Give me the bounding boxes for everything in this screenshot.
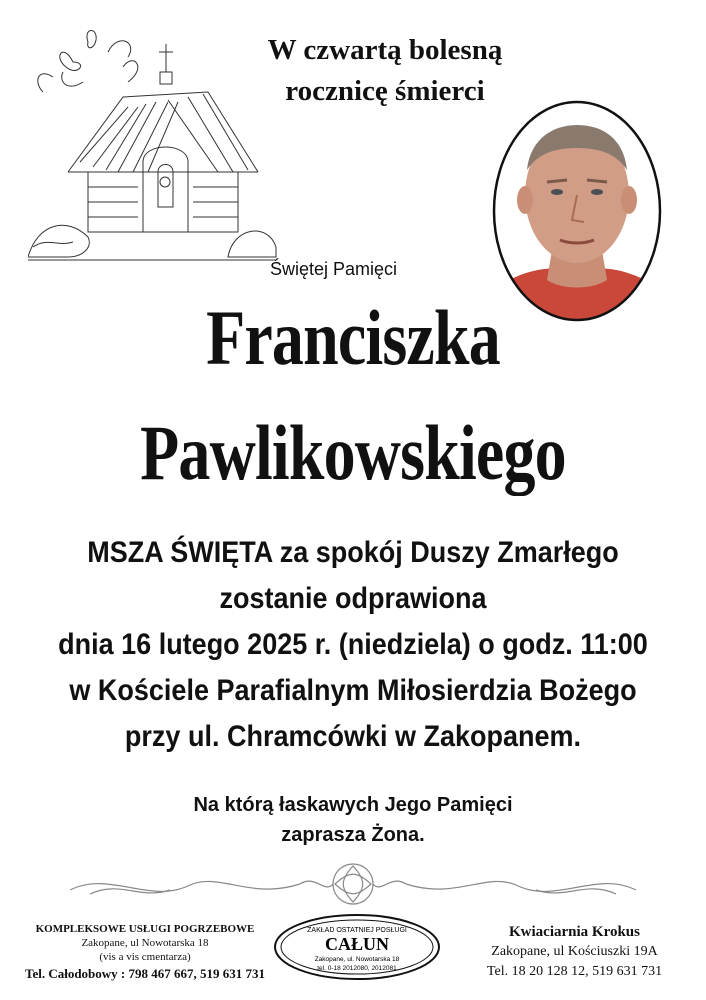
deceased-first-name: Franciszka: [206, 294, 500, 381]
deceased-last-name: Pawlikowskiego: [140, 409, 566, 496]
mass-line-2: zostanie odprawiona: [219, 582, 487, 615]
ornament-divider: [70, 860, 636, 908]
florist-phone: Tel. 18 20 128 12, 519 631 731: [486, 964, 663, 979]
deceased-portrait: [492, 100, 662, 322]
mass-announcement: [35, 530, 670, 760]
in-memory-label: Świętej Pamięci: [270, 259, 398, 279]
services-phone: Tel. Całodobowy : 798 467 667, 519 631 731: [24, 966, 266, 981]
calun-logo: [272, 912, 442, 982]
mass-line-5: przy ul. Chramcówki w Zakopanem.: [124, 720, 582, 753]
mass-line-4: w Kościele Parafialnym Miłosierdzia Bożego: [69, 674, 637, 707]
heading-line-2: rocznicę śmierci: [285, 75, 485, 107]
services-address: Zakopane, ul Nowotarska 18: [81, 937, 209, 949]
services-note: (vis a vis cmentarza): [99, 951, 191, 963]
invitation-line-1: Na którą łaskawych Jego Pamięci: [193, 794, 513, 816]
mass-line-3: dnia 16 lutego 2025 r. (niedziela) o godz. 11:00: [58, 628, 648, 661]
heading-line-1: W czwartą bolesną: [267, 34, 503, 66]
logo-address: Zakopane, ul. Nowotarska 18: [314, 956, 400, 963]
logo-name: CAŁUN: [324, 934, 390, 954]
mass-line-1: MSZA ŚWIĘTA za spokój Duszy Zmarłego: [87, 536, 619, 569]
logo-top-text: ZAKŁAD OSTATNIEJ POSŁUGI: [307, 927, 407, 934]
florist-info: [452, 922, 697, 982]
invitation-line-2: zaprasza Żona.: [281, 824, 425, 846]
services-title: KOMPLEKSOWE USŁUGI POGRZEBOWE: [35, 923, 255, 935]
florist-address: Zakopane, ul Kościuszki 19A: [491, 944, 658, 959]
logo-phone: tel. 0-18 2012080, 2012081: [317, 965, 397, 972]
invitation-text: [0, 790, 706, 850]
florist-name: Kwiaciarnia Krokus: [509, 924, 640, 940]
funeral-services-info: [10, 922, 280, 981]
